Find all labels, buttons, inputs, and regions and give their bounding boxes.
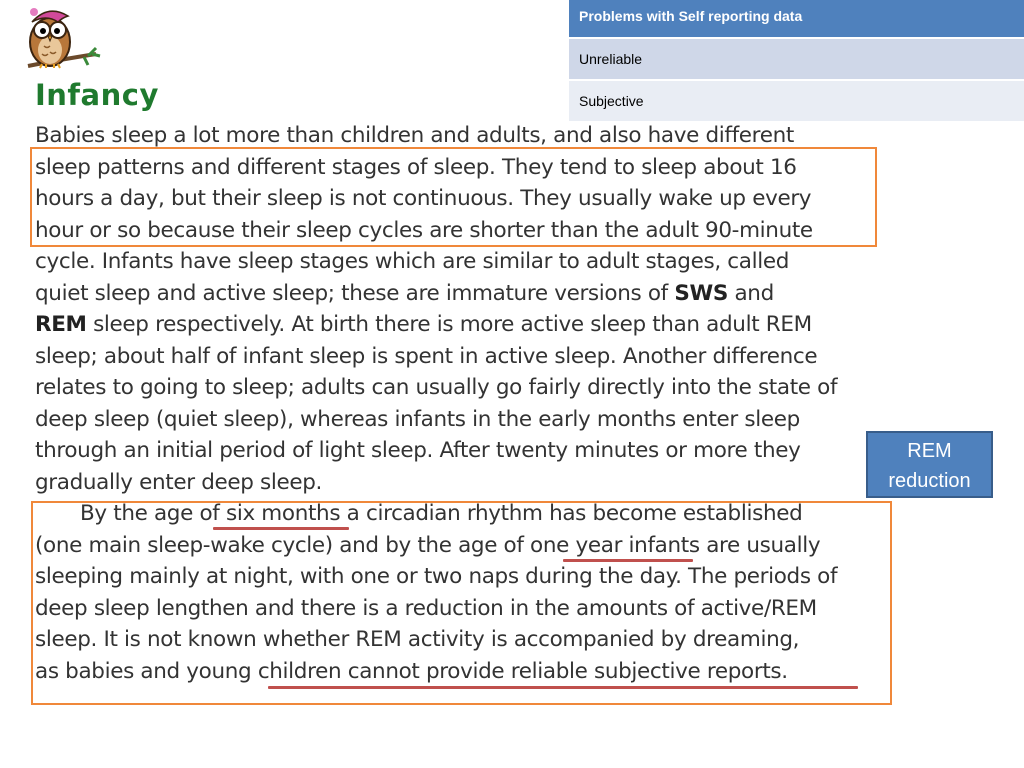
text-line: deep sleep lengthen and there is a reduction in the amounts of active/REM <box>35 595 817 621</box>
text-line <box>35 278 895 310</box>
underline-six-months <box>213 527 349 530</box>
text-line: cycle. Infants have sleep stages which are similar to adult stages, called <box>35 249 790 274</box>
highlight-box-sleep-cycles <box>30 147 877 247</box>
text-line: sleep patterns and different stages of sleep. They tend to sleep about 16 <box>35 154 797 180</box>
table-row <box>569 38 1024 80</box>
text-line: sleep. It is not known whether REM activity is accompanied by dreaming, <box>35 627 800 652</box>
table-cell: Subjective <box>569 80 1024 122</box>
text-line: relates to going to sleep; adults can usually go fairly directly into the state of <box>35 375 838 400</box>
text-run: and <box>727 280 774 306</box>
owl-icon <box>18 2 102 78</box>
text-line: as babies and young children cannot provide reliable subjective reports. <box>35 658 788 684</box>
text-line: Babies sleep a lot more than children and adults, and also have different <box>35 123 794 148</box>
term-sws: SWS <box>674 280 728 306</box>
table-header-cell: Problems with Self reporting data <box>569 0 1024 38</box>
table-header-row <box>569 0 1024 38</box>
text-line: hours a day, but their sleep is not continuous. They usually wake up every <box>35 186 812 211</box>
text-line: deep sleep (quiet sleep), whereas infants in the early months enter sleep <box>35 406 800 432</box>
text-line <box>35 309 895 341</box>
table-row <box>569 80 1024 122</box>
underline-one-year <box>563 559 693 562</box>
table-cell: Unreliable <box>569 38 1024 80</box>
section-heading: Infancy <box>35 78 159 112</box>
text-line: sleep; about half of infant sleep is spent in active sleep. Another difference <box>35 343 818 369</box>
underline-subjective-reports <box>268 686 858 689</box>
text-line: By the age of six months a circadian rhythm has become established <box>80 501 803 526</box>
text-line: gradually enter deep sleep. <box>35 469 323 495</box>
text-line: through an initial period of light sleep. After twenty minutes or more they <box>35 438 801 463</box>
text-run: quiet sleep and active sleep; these are immature versions of <box>35 280 675 306</box>
rem-reduction-callout <box>866 431 993 498</box>
callout-line: REM <box>907 440 952 462</box>
highlight-box-development <box>31 501 892 705</box>
self-report-problems-table <box>569 0 1024 123</box>
term-rem: REM <box>35 312 87 337</box>
text-run: sleep respectively. At birth there is more active sleep than adult REM <box>86 312 812 337</box>
text-line: (one main sleep-wake cycle) and by the age of one year infants are usually <box>35 532 821 558</box>
text-line: hour or so because their sleep cycles are shorter than the adult 90-minute <box>35 217 813 243</box>
callout-line: reduction <box>888 470 971 492</box>
text-line: sleeping mainly at night, with one or two naps during the day. The periods of <box>35 564 838 589</box>
